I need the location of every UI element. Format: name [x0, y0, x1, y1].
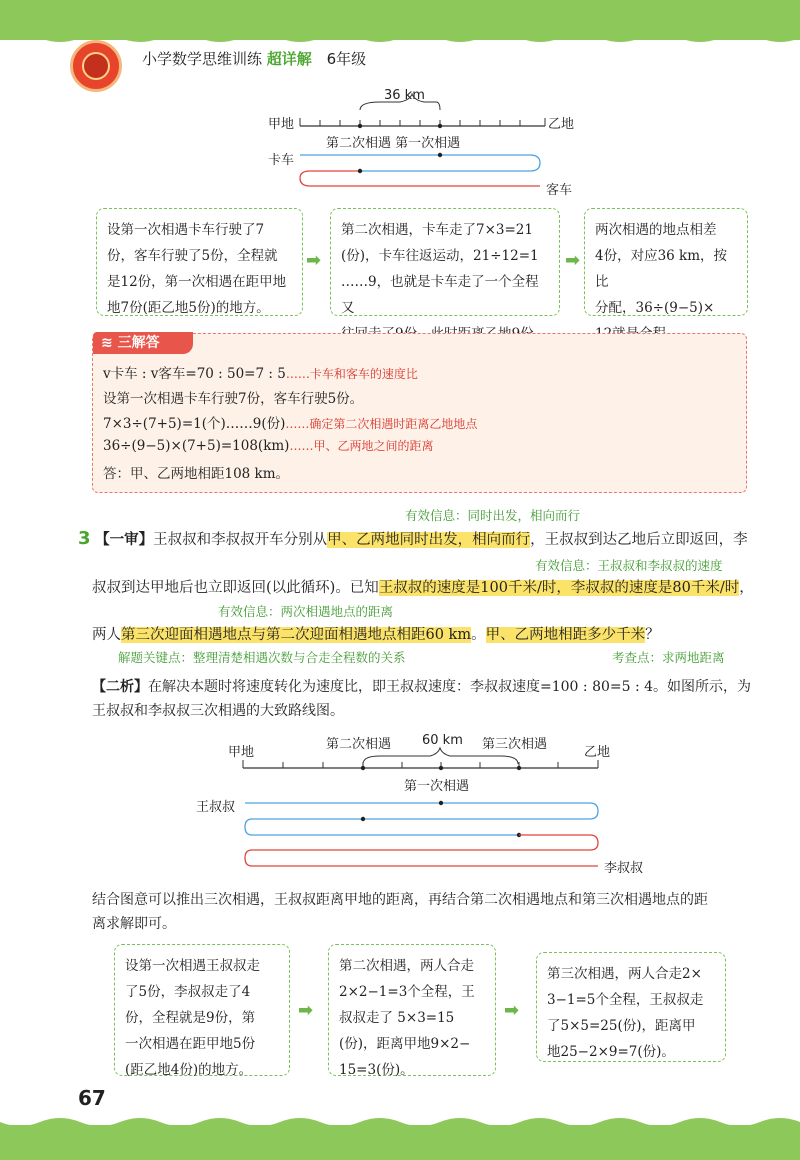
fig2-second-meet: 第二次相遇	[326, 737, 392, 752]
arrow-right-icon: ➡	[565, 250, 581, 271]
analysis-box-3: 两次相遇的地点相差 4份，对应36 km，按比 分配，36÷(9−5)×	[584, 208, 748, 316]
solution-tag: ≋ 三解答	[93, 332, 193, 354]
solution-line-4: 36÷(9−5)×(7+5)=108(km)……甲、乙两地之间的距离	[103, 438, 434, 454]
fig1-distance: 36 km	[384, 88, 425, 103]
analysis-line-1: 【二析】在解决本题时将速度转化为速度比，即王叔叔速度：李叔叔速度=100 : 80=5 : 4。如图所示，为	[92, 679, 752, 695]
fig2-first-meet: 第一次相遇	[404, 779, 470, 794]
arrow-right-icon: ➡	[298, 1000, 314, 1021]
footer-band	[0, 1125, 800, 1160]
analysis-box-2: 第二次相遇，卡车走了7×3=21 (份)，卡车往返运动，21÷12=1 ……9，也就是卡车走了一个全程又	[330, 208, 560, 316]
analysis-box-6: 第三次相遇，两人合走2× 3−1=5个全程，王叔叔走 了5×5=25(份)，距离甲 地25−2×9=7(份)。	[536, 952, 726, 1062]
question-3-line-3: 两人第三次迎面相遇地点与第二次迎面相遇地点相距60 km。甲、乙两地相距多少千米？	[92, 627, 660, 643]
note-test-point: 考查点：求两地距离	[612, 650, 725, 665]
page-number: 67	[78, 1086, 106, 1110]
fig2-li-label: 李叔叔	[604, 861, 644, 876]
solution-line-5: 答：甲、乙两地相距108 km。	[103, 466, 290, 482]
fig1-left-label: 甲地	[268, 117, 295, 132]
arrow-right-icon: ➡	[504, 1000, 520, 1021]
solution-line-2: 设第一次相遇卡车行驶7份，客车行驶5份。	[103, 391, 364, 407]
fig2-distance: 60 km	[422, 733, 463, 748]
analysis-box-4: 设第一次相遇王叔叔走 了5份，李叔叔走了4 份，全程就是9份，第 一次相遇在距甲地5份 (距乙地4份)的地方。	[114, 944, 290, 1076]
fig2-right-label: 乙地	[584, 745, 611, 760]
solution-line-1: v卡车 : v客车=70 : 50=7 : 5……卡车和客车的速度比	[103, 366, 418, 382]
note-key-point: 解题关键点：整理清楚相遇次数与合走全程数的关系	[118, 650, 406, 665]
fig1-right-label: 乙地	[548, 117, 575, 132]
fig1-meet-labels: 第二次相遇 第一次相遇	[326, 136, 461, 151]
conclusion-line-2: 离求解即可。	[92, 916, 176, 932]
analysis-box-1: 设第一次相遇卡车行驶了7 份，客车行驶了5份，全程就 是12份，第一次相遇在距甲地 地7份(距乙地5份)的地方。	[96, 208, 303, 316]
arrow-right-icon: ➡	[306, 250, 322, 271]
solution-line-3: 7×3÷(7+5)=1(个)……9(份)……确定第二次相遇时距离乙地地点	[103, 416, 478, 432]
fig2-third-meet: 第三次相遇	[482, 737, 548, 752]
fig2-wang-label: 王叔叔	[196, 800, 236, 815]
note-effective-info: 有效信息：同时出发，相向而行	[405, 508, 581, 523]
question-3-line-2: 叔叔到达甲地后也立即返回(以此循环)。已知王叔叔的速度是100千米/时，李叔叔的速度是80千米/时，	[92, 580, 754, 596]
fig2-left-label: 甲地	[228, 745, 255, 760]
question-3-line-1: 3 【一审】王叔叔和李叔叔开车分别从甲、乙两地同时出发，相向而行，王叔叔到达乙地后立即返回，李	[78, 528, 748, 549]
analysis-box-5: 第二次相遇，两人合走 2×2−1=3个全程，王 叔叔走了 5×3=15 (份)，距离甲地9×2− 15=3(份)。	[328, 944, 496, 1076]
note-distance: 有效信息：两次相遇地点的距离	[218, 604, 394, 619]
note-speed: 有效信息：王叔叔和李叔叔的速度	[535, 558, 723, 573]
analysis-line-2: 王叔叔和李叔叔三次相遇的大致路线图。	[92, 703, 344, 719]
header-title: 小学数学思维训练 超详解 6年级	[142, 50, 367, 68]
fig1-bus-label: 客车	[546, 183, 573, 198]
fig1-truck-label: 卡车	[268, 153, 295, 168]
conclusion-line-1: 结合图意可以推出三次相遇，王叔叔距离甲地的距离，再结合第二次相遇地点和第三次相遇地点的距	[92, 892, 708, 908]
